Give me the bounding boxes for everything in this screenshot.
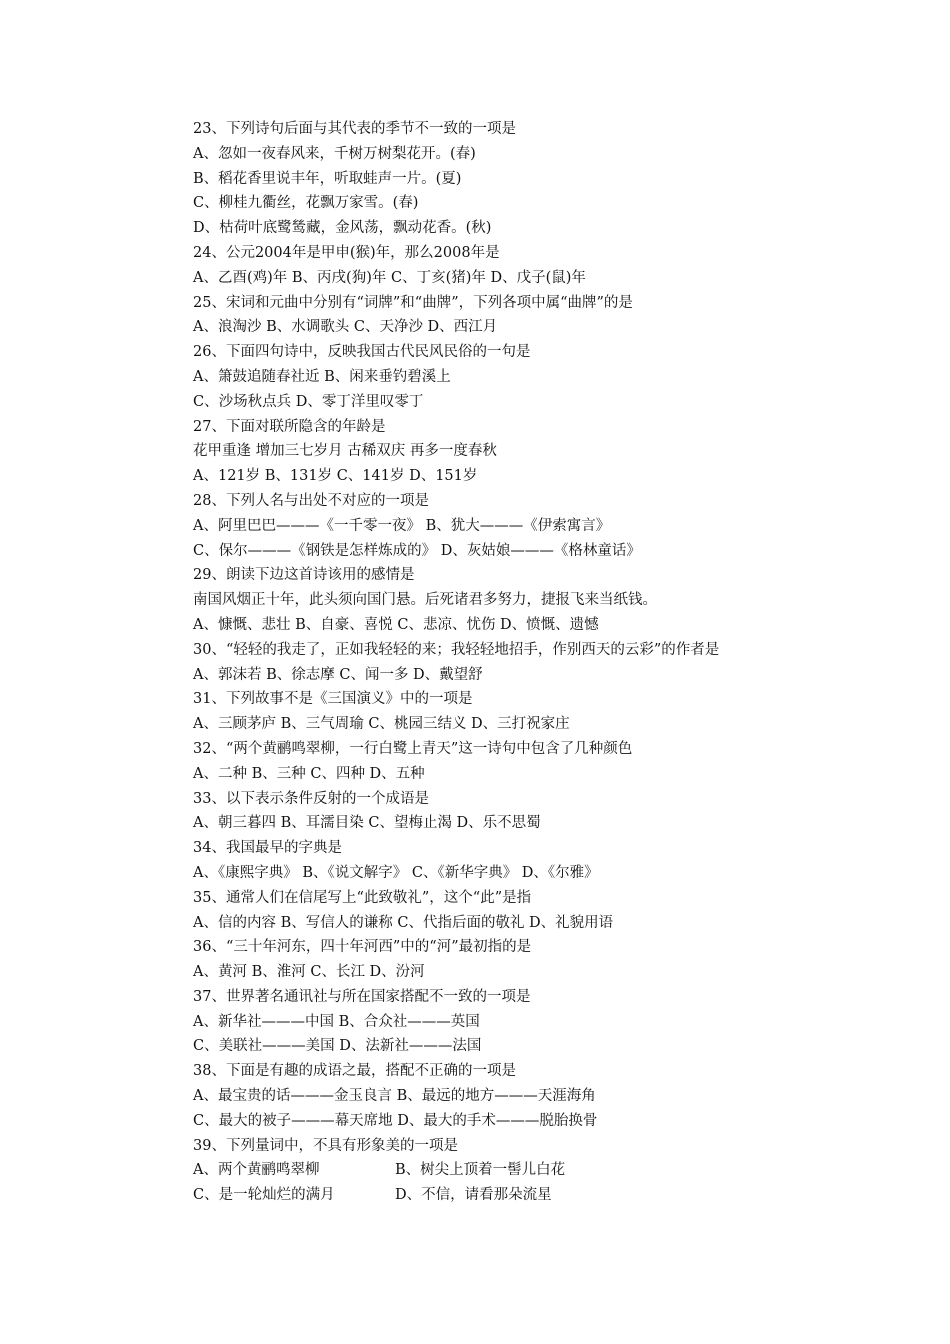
text-line: C、沙场秋点兵 D、零丁洋里叹零丁 [193, 393, 424, 410]
text-line: A、慷慨、悲壮 B、自豪、喜悦 C、悲凉、忧伤 D、愤慨、遗憾 [193, 616, 599, 633]
text-line: C、最大的被子———幕天席地 D、最大的手术———脱胎换骨 [193, 1112, 598, 1129]
text-line: C、美联社———美国 D、法新社———法国 [193, 1038, 482, 1055]
text-line: 37、世界著名通讯社与所在国家搭配不一致的一项是 [193, 988, 531, 1005]
text-line: A、浪淘沙 B、水调歌头 C、天净沙 D、西江月 [193, 319, 498, 336]
text-line: A、《康熙字典》 B、《说文解字》 C、《新华字典》 D、《尔雅》 [193, 864, 599, 881]
text-line: 24、公元2004年是甲申(猴)年，那么2008年是 [193, 244, 500, 261]
text-line: A、新华社———中国 B、合众社———英国 [193, 1013, 480, 1030]
document-page [193, 117, 893, 1208]
text-line: A、黄河 B、淮河 C、长江 D、汾河 [193, 964, 425, 981]
text-line: C、柳桂九衢丝，花飘万家雪。(春) [193, 195, 419, 212]
text-line: 30、“轻轻的我走了，正如我轻轻的来；我轻轻地招手，作别西天的云彩”的作者是 [193, 641, 720, 658]
text-line: 28、下列人名与出处不对应的一项是 [193, 492, 429, 509]
text-line: C、保尔———《钢铁是怎样炼成的》 D、灰姑娘———《格林童话》 [193, 542, 641, 559]
text-line: 35、通常人们在信尾写上“此致敬礼”，这个“此”是指 [193, 889, 532, 906]
text-line: A、121岁 B、131岁 C、141岁 D、151岁 [193, 468, 478, 485]
text-line: A、朝三暮四 B、耳濡目染 C、望梅止渴 D、乐不思蜀 [193, 815, 541, 832]
option-right: D、不信，请看那朵流星 [395, 1187, 552, 1204]
text-line: 25、宋词和元曲中分别有“词牌”和“曲牌”，下列各项中属“曲牌”的是 [193, 294, 633, 311]
text-line: A、最宝贵的话———金玉良言 B、最远的地方———天涯海角 [193, 1088, 596, 1105]
text-line: A、阿里巴巴———《一千零一夜》 B、犹大———《伊索寓言》 [193, 517, 611, 534]
option-row [193, 1183, 893, 1208]
text-line: 32、“两个黄鹂鸣翠柳，一行白鹭上青天”这一诗句中包含了几种颜色 [193, 740, 633, 757]
text-line: D、枯荷叶底鹭鸶藏，金风荡，飘动花香。(秋) [193, 220, 492, 237]
text-line: 31、下列故事不是《三国演义》中的一项是 [193, 691, 473, 708]
text-line: 34、我国最早的字典是 [193, 840, 342, 857]
option-right: B、树尖上顶着一髻儿白花 [395, 1162, 566, 1179]
text-line: 花甲重逢 增加三七岁月 古稀双庆 再多一度春秋 [193, 443, 497, 460]
text-line: A、箫鼓追随春社近 B、闲来垂钓碧溪上 [193, 368, 451, 385]
option-left: A、两个黄鹂鸣翠柳 [193, 1162, 320, 1179]
text-line: 29、朗读下边这首诗该用的感情是 [193, 567, 415, 584]
text-line: 33、以下表示条件反射的一个成语是 [193, 790, 429, 807]
text-line: 26、下面四句诗中，反映我国古代民风民俗的一句是 [193, 344, 531, 361]
text-line: 南国风烟正十年，此头须向国门悬。后死诸君多努力，捷报飞来当纸钱。 [193, 592, 657, 609]
option-left: C、是一轮灿烂的满月 [193, 1187, 335, 1204]
text-line: A、三顾茅庐 B、三气周瑜 C、桃园三结义 D、三打祝家庄 [193, 716, 570, 733]
option-row [193, 1158, 893, 1183]
text-line: A、乙酉(鸡)年 B、丙戌(狗)年 C、丁亥(猪)年 D、戊子(鼠)年 [193, 269, 586, 286]
text-line: B、稻花香里说丰年，听取蛙声一片。(夏) [193, 170, 462, 187]
text-line: 23、下列诗句后面与其代表的季节不一致的一项是 [193, 121, 516, 137]
text-line: 38、下面是有趣的成语之最，搭配不正确的一项是 [193, 1063, 516, 1080]
text-line: 27、下面对联所隐含的年龄是 [193, 418, 386, 435]
text-line: 36、“三十年河东，四十年河西”中的“河”最初指的是 [193, 939, 532, 956]
text-line: A、郭沫若 B、徐志摩 C、闻一多 D、戴望舒 [193, 666, 483, 683]
text-line: 39、下列量词中，不具有形象美的一项是 [193, 1137, 458, 1154]
text-line: A、二种 B、三种 C、四种 D、五种 [193, 765, 425, 782]
text-line: A、忽如一夜春风来，千树万树梨花开。(春) [193, 145, 476, 162]
text-line: A、信的内容 B、写信人的谦称 C、代指后面的敬礼 D、礼貌用语 [193, 914, 614, 931]
